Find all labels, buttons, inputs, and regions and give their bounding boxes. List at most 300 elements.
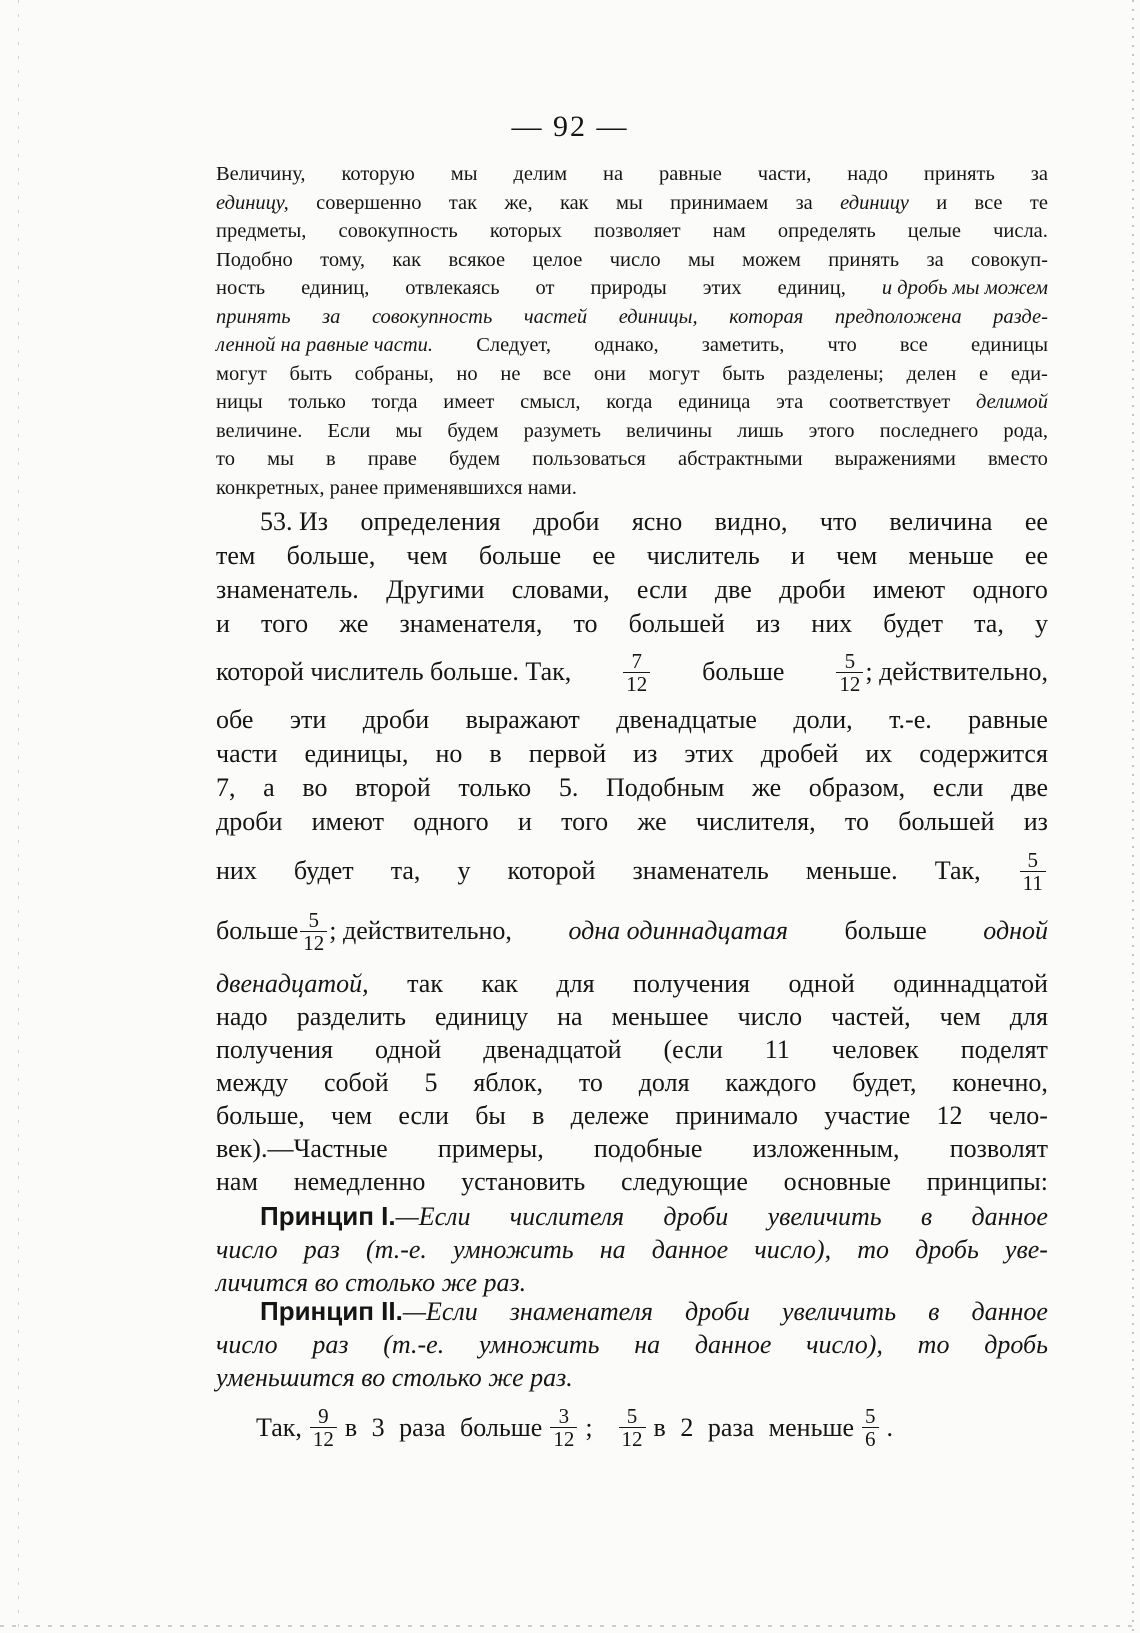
word: человек (831, 1035, 919, 1064)
word: надо (216, 1002, 268, 1031)
italic-run: одной (983, 916, 1048, 945)
word: имеют (311, 807, 384, 836)
word: тому, (320, 248, 366, 271)
word: уве- (1004, 1235, 1048, 1264)
word: единицы, (304, 739, 409, 768)
word: их (865, 739, 893, 768)
body-line (216, 505, 1048, 539)
word: определения (360, 507, 501, 536)
word: (т.-е. (365, 1235, 427, 1264)
word: равные (659, 163, 722, 185)
fraction-9-12: $\frac{9}{12}$ (310, 1405, 337, 1450)
word: раз (303, 1235, 340, 1264)
text-run: ; действительно, (865, 657, 1048, 686)
word: поделят (960, 1035, 1048, 1064)
word: в (920, 1202, 933, 1231)
word: ее (1024, 507, 1048, 536)
word: целое (532, 248, 583, 271)
fraction-line (216, 641, 1048, 703)
word: выражениями (834, 448, 956, 470)
word: та, (974, 609, 1004, 638)
word: век).—Частные (216, 1134, 388, 1163)
word: дроби (362, 705, 430, 734)
note-line (216, 217, 1048, 246)
word: еди- (1010, 362, 1048, 385)
word: принимало (675, 1101, 799, 1130)
word: число (609, 248, 661, 271)
word: надо (847, 163, 889, 185)
word: из (1023, 807, 1048, 836)
word: содержится (919, 739, 1048, 768)
word: дробь (984, 1330, 1048, 1359)
word: будет (883, 609, 943, 638)
word: принять (923, 163, 995, 185)
word: на (599, 1235, 626, 1264)
fraction-line-2 (216, 839, 1048, 903)
word: чем (836, 541, 878, 570)
word: видно, (714, 507, 788, 536)
word: числителя (509, 1202, 625, 1231)
body-line (216, 1033, 1048, 1066)
word: быть (289, 362, 333, 385)
word: смысл, (520, 391, 581, 413)
word: предположена (834, 305, 962, 328)
word: которых (489, 220, 562, 242)
word: разуметь (523, 419, 601, 442)
word: число (216, 1235, 278, 1264)
word: за (926, 248, 944, 271)
word: одной (374, 1035, 442, 1064)
note-line (216, 303, 1048, 332)
fraction-3-12: $\frac{3}{12}$ (550, 1405, 577, 1450)
principle-1 (216, 1200, 1048, 1299)
word: за (322, 305, 341, 328)
word: только (288, 391, 346, 413)
word: как (481, 969, 518, 998)
word: образом, (808, 773, 906, 802)
word: знаменателя, (399, 609, 543, 638)
word: на (603, 163, 624, 185)
word: данное (694, 1330, 772, 1359)
word: 53. Из (260, 507, 329, 536)
word: установить (461, 1167, 586, 1196)
word: единица (678, 391, 751, 413)
text-run: . (886, 1412, 893, 1442)
word: делим (513, 163, 568, 185)
fraction-5-6: $\frac{5}{6}$ (862, 1405, 879, 1450)
note-line (216, 189, 1048, 218)
word: же (637, 807, 667, 836)
word: 12 (936, 1101, 963, 1130)
word: будем (449, 448, 501, 470)
word: совокупность (371, 305, 493, 328)
word: для (556, 969, 595, 998)
word: нам (712, 220, 746, 242)
word: та, (390, 856, 421, 885)
word: Следует, (476, 334, 551, 356)
word: на (634, 1330, 661, 1359)
word: могут (216, 362, 267, 385)
word: делимой (975, 391, 1048, 413)
principle-line (216, 1295, 1048, 1328)
word: природы (590, 277, 667, 299)
word: 5. (558, 773, 579, 802)
word: конкретных, ранее применявшихся нами. (216, 476, 577, 499)
word: и (216, 609, 230, 638)
word: умножить (453, 1235, 574, 1264)
word: что (819, 507, 858, 536)
word: в (532, 1101, 545, 1130)
word: единиц, (301, 277, 370, 299)
word: двенадцатой (483, 1035, 622, 1064)
word: второй (355, 773, 431, 802)
word: мы (616, 191, 643, 214)
word: чело- (988, 1101, 1048, 1130)
word: число (737, 1002, 803, 1031)
word: личится во столько же раз. (216, 1268, 527, 1297)
word: принять (216, 305, 291, 328)
word: словами, (511, 575, 610, 604)
word: больше, (286, 541, 376, 570)
word: следующие (621, 1167, 748, 1196)
word: тем (216, 541, 256, 570)
word: в (928, 1297, 940, 1326)
word: и дробь мы можем (881, 277, 1048, 299)
word: у (1034, 609, 1048, 638)
principle-line (216, 1233, 1048, 1266)
word: части (216, 739, 278, 768)
word: подобные (593, 1134, 703, 1163)
word: больше (478, 541, 562, 570)
word: —Если (395, 1202, 471, 1231)
word: единицу (435, 1002, 529, 1031)
text-run: которой числитель больше. Так, (216, 657, 572, 686)
body-line (216, 539, 1048, 573)
word: получения (216, 1035, 333, 1064)
word: двенадцатые (616, 705, 757, 734)
word: того (561, 807, 609, 836)
word: уменьшится во столько же раз. (216, 1363, 573, 1392)
word: чем (939, 1002, 981, 1031)
word: во (302, 773, 328, 802)
word: будем (447, 419, 499, 442)
word: меньше (908, 541, 994, 570)
word: чем (406, 541, 448, 570)
text-run: в 3 раза больше (344, 1412, 543, 1442)
word: однако, (594, 334, 659, 356)
word: совокуп- (971, 248, 1048, 271)
principle-2 (216, 1295, 1048, 1394)
word: и (790, 541, 805, 570)
word: части, (757, 163, 812, 185)
note-line (216, 445, 1048, 474)
word: совокупность (338, 220, 458, 242)
word: величина (889, 507, 993, 536)
word: единицы (971, 334, 1048, 356)
word: немедленно (293, 1167, 426, 1196)
body-line (216, 737, 1048, 771)
text-run: больше (702, 657, 785, 686)
word: отвлекаясь (405, 277, 500, 299)
word: т.-е. (889, 705, 932, 734)
word: то (917, 1330, 950, 1359)
word: единицы, (618, 305, 698, 328)
word: бы (475, 1101, 506, 1130)
italic-run: одна одиннадцатая (568, 916, 788, 945)
word: единицу, (216, 191, 289, 214)
word: за (795, 191, 813, 214)
word: числа. (993, 220, 1048, 242)
fraction-5-12-c: $\frac{5}{12}$ (619, 1405, 646, 1450)
word: но (435, 739, 463, 768)
note-line (216, 360, 1048, 389)
body-line (216, 573, 1048, 607)
word: то (857, 1235, 889, 1264)
word: 11 (764, 1035, 790, 1064)
word: 7, (216, 773, 236, 802)
note-line (216, 246, 1048, 275)
word: дроби (663, 1202, 729, 1231)
word: одной (788, 969, 855, 998)
body-line (216, 805, 1048, 839)
word: дроби (533, 507, 600, 536)
word: но (456, 362, 478, 385)
word: у (457, 856, 471, 885)
word: рода, (1003, 419, 1048, 442)
body-line (216, 1066, 1048, 1099)
page-edge-left (18, 0, 19, 1633)
word: е (979, 362, 989, 385)
text-run: в 2 раза меньше (653, 1412, 854, 1442)
word: единиц, (777, 277, 846, 299)
note-line (216, 417, 1048, 446)
word: число), (754, 1235, 832, 1264)
word: и (517, 807, 532, 836)
word: одного (972, 575, 1048, 604)
word: (если (663, 1035, 723, 1064)
word: частей (523, 305, 588, 328)
word: все (899, 334, 928, 356)
word: получения (633, 969, 750, 998)
word: будет (293, 856, 354, 885)
word: дроби (779, 575, 846, 604)
example-line (216, 1405, 1048, 1450)
word: первой (528, 739, 607, 768)
section-53-paragraph (216, 505, 1048, 703)
word: число (216, 1330, 278, 1359)
word: увеличить (767, 1202, 882, 1231)
word: пользоваться (532, 448, 646, 470)
word: (т.-е. (383, 1330, 445, 1359)
word: лишь (737, 419, 784, 442)
word: могут (648, 362, 700, 385)
word: мы (688, 248, 715, 271)
word: если (636, 575, 688, 604)
fraction-5-11: $\frac{5}{11}$ (1020, 849, 1046, 894)
word: будет, (852, 1068, 917, 1097)
word: если (932, 773, 984, 802)
word: то (578, 1068, 603, 1097)
word: Величину, (216, 163, 306, 185)
fraction-5-12-b: $\frac{5}{12}$ (300, 909, 327, 954)
body-line (216, 771, 1048, 805)
body-line (216, 1132, 1048, 1165)
word: которая (729, 305, 804, 328)
fraction-line-3 (216, 903, 1048, 959)
word: ее (592, 541, 616, 570)
section-53-continued (216, 703, 1048, 959)
word: умножить (478, 1330, 600, 1359)
word: единицу (840, 191, 909, 214)
word: конечно, (952, 1068, 1048, 1097)
word: мы (395, 419, 423, 442)
body-line (216, 967, 1048, 1000)
word: число), (806, 1330, 883, 1359)
word: величины (626, 419, 713, 442)
word: определять (777, 220, 876, 242)
word: чем (331, 1101, 373, 1130)
word: одиннадцатой (893, 969, 1048, 998)
word: доли, (793, 705, 853, 734)
word: две (1011, 773, 1048, 802)
fraction-7-12: $\frac{7}{12}$ (623, 650, 650, 695)
word: которой (507, 856, 596, 885)
principle-2-heading: Принцип II. (260, 1296, 403, 1326)
word: увеличить (781, 1297, 897, 1326)
note-line (216, 388, 1048, 417)
body-line (216, 1165, 1048, 1198)
word: собой (324, 1068, 389, 1097)
principle-line (216, 1200, 1048, 1233)
word: на (557, 1002, 583, 1031)
word: дроби (685, 1297, 750, 1326)
text-run: Так, (256, 1412, 302, 1442)
word: мы (267, 448, 294, 470)
word: обе (216, 705, 254, 734)
word: между (216, 1068, 289, 1097)
word: примеры, (437, 1134, 544, 1163)
word: большей (628, 609, 725, 638)
word: больше, (216, 1101, 305, 1130)
word: а (263, 773, 275, 802)
text-run: больше (216, 916, 299, 945)
word: Так, (934, 856, 981, 885)
word: этого (808, 419, 855, 442)
word: принимаем (670, 191, 769, 214)
word: данное (971, 1297, 1048, 1326)
word: они (593, 362, 627, 385)
word: как (392, 248, 422, 271)
word: то (573, 609, 598, 638)
example-paragraph (216, 1405, 1048, 1450)
word: и (936, 191, 948, 214)
word: все (974, 191, 1003, 214)
word: двенадцатой, (216, 969, 369, 998)
principle-line (216, 1361, 1048, 1394)
note-line (216, 274, 1048, 303)
word: знаменатель. (216, 575, 359, 604)
word: величине. (216, 419, 303, 442)
word: данное (651, 1235, 729, 1264)
word: яблок, (473, 1068, 544, 1097)
word: вместо (987, 448, 1048, 470)
word: меньше. (805, 856, 898, 885)
word: последнего (879, 419, 979, 442)
word: тогда (371, 391, 418, 413)
word: них (811, 609, 853, 638)
word: абстрактными (678, 448, 803, 470)
word: участие (824, 1101, 911, 1130)
word: основные (783, 1167, 891, 1196)
word: соответствует (828, 391, 951, 413)
word: раз (312, 1330, 349, 1359)
word: делен (906, 362, 957, 385)
word: дележе (570, 1101, 650, 1130)
word: дробь (915, 1235, 979, 1264)
word: то (844, 807, 869, 836)
word: Подобным (605, 773, 725, 802)
word: за (1030, 163, 1048, 185)
note-paragraph (216, 160, 1048, 502)
word: разделить (296, 1002, 406, 1031)
principle-line (216, 1328, 1048, 1361)
word: этих (684, 739, 734, 768)
word: 5 (424, 1068, 438, 1097)
word: принципы: (926, 1167, 1048, 1196)
word: разделены; (787, 362, 884, 385)
word: них (216, 856, 257, 885)
word: знаменатель (632, 856, 769, 885)
word: эта (776, 391, 804, 413)
body-line (216, 607, 1048, 641)
word: совершенно (316, 191, 422, 214)
body-line (216, 1099, 1048, 1132)
word: всякое (448, 248, 506, 271)
word: разде- (993, 305, 1048, 328)
word: же, (504, 191, 533, 214)
word: числителя, (695, 807, 816, 836)
word: Другими (386, 575, 485, 604)
page-edge-right (1132, 0, 1134, 1633)
word: имеет (443, 391, 495, 413)
word: целые (907, 220, 961, 242)
note-line (216, 331, 1048, 360)
word: в (489, 739, 502, 768)
word: равные (968, 705, 1048, 734)
body-line (216, 703, 1048, 737)
word: позволяет (594, 220, 681, 242)
word: что (827, 334, 857, 356)
word: ленной на равные части. (216, 334, 434, 356)
word: дробей (760, 739, 839, 768)
word: данное (971, 1202, 1048, 1231)
word: от (535, 277, 555, 299)
word: позволят (949, 1134, 1048, 1163)
word: праве (367, 448, 417, 470)
word: так (407, 969, 443, 998)
word: Если (327, 419, 371, 442)
word: ее (1024, 541, 1048, 570)
word: выражают (465, 705, 580, 734)
fraction-5-12: $\frac{5}{12}$ (836, 650, 863, 695)
word: собраны, (354, 362, 434, 385)
page-number: — 92 — (511, 110, 629, 143)
word: принять (828, 248, 900, 271)
word: одного (413, 807, 489, 836)
word: каждого (725, 1068, 817, 1097)
word: же (339, 609, 369, 638)
word: знаменателя (509, 1297, 653, 1326)
